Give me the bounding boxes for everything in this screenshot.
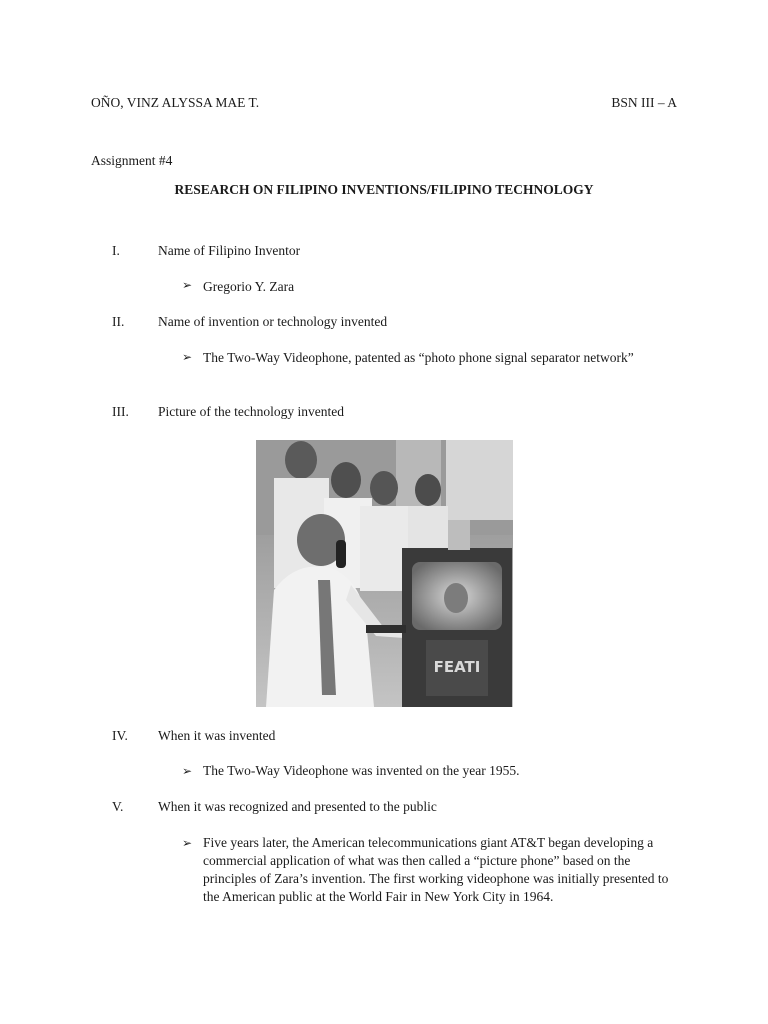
section-numeral: II. — [112, 314, 125, 329]
tv-caption: FEATI — [433, 658, 481, 676]
section-numeral: III. — [112, 404, 129, 419]
student-name: OÑO, VINZ ALYSSA MAE T. — [91, 95, 260, 110]
arrowhead-bullet-icon: ➢ — [182, 278, 193, 292]
videophone-photo — [256, 440, 513, 707]
arrowhead-bullet-icon: ➢ — [182, 764, 193, 778]
section-heading: When it was recognized and presented to the public — [158, 799, 437, 814]
section-heading: Picture of the technology invented — [158, 404, 344, 419]
assignment-label: Assignment #4 — [91, 153, 173, 168]
section-answer: The Two-Way Videophone, patented as “photo phone signal separator network” — [203, 350, 634, 365]
section-answer: Five years later, the American telecommunications giant AT&T began developing a commercial application of what was then called a “picture phone” based on the principles of Zara’s invention. The first working videophone was initially presented to the American public at the World Fair in New York City in 1964. — [203, 835, 669, 904]
arrowhead-bullet-icon: ➢ — [182, 350, 193, 364]
section-heading: Name of invention or technology invented — [158, 314, 388, 329]
section-numeral: V. — [112, 799, 124, 814]
section-numeral: I. — [112, 243, 120, 258]
class-section: BSN III – A — [611, 95, 677, 110]
document-title: RESEARCH ON FILIPINO INVENTIONS/FILIPINO TECHNOLOGY — [174, 182, 594, 197]
section-answer: Gregorio Y. Zara — [203, 279, 295, 294]
section-heading: When it was invented — [158, 728, 276, 743]
section-answer: The Two-Way Videophone was invented on the year 1955. — [203, 763, 520, 778]
arrowhead-bullet-icon: ➢ — [182, 836, 193, 850]
section-numeral: IV. — [112, 728, 128, 743]
section-heading: Name of Filipino Inventor — [158, 243, 301, 258]
